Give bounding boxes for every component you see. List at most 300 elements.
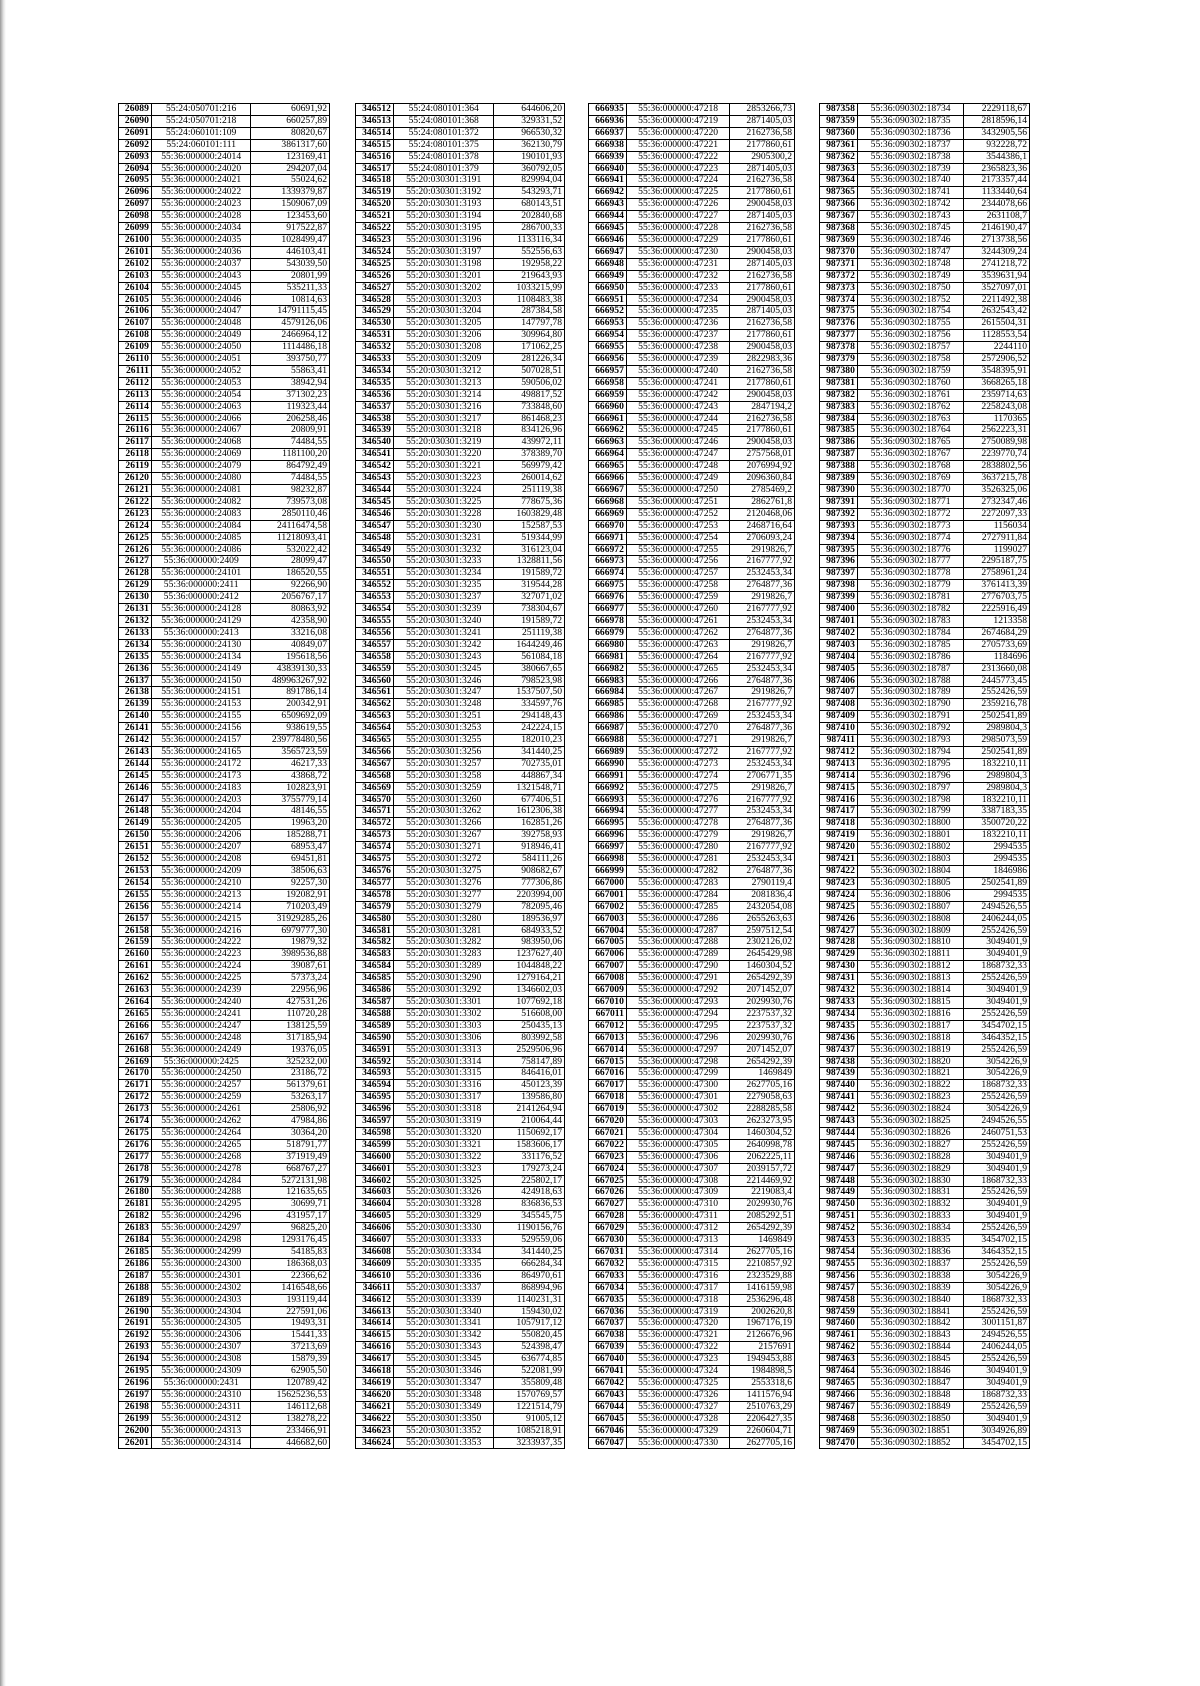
record-number: 987460	[820, 1318, 858, 1330]
cadastral-number: 55:20:030301:3231	[393, 532, 494, 544]
cadastral-number: 55:36:000000:24085	[151, 532, 251, 544]
cadastral-value: 38506,63	[251, 866, 330, 878]
record-number: 667030	[589, 1235, 627, 1247]
cadastral-value: 2919826,7	[730, 782, 795, 794]
table-row	[820, 973, 1030, 985]
record-number: 26175	[119, 1127, 152, 1139]
cadastral-number: 55:20:030301:3336	[393, 1270, 494, 1282]
cadastral-number: 55:36:000000:47299	[626, 1068, 729, 1080]
cadastral-value: 3049401,9	[964, 1377, 1030, 1389]
cadastral-number: 55:36:000000:24035	[151, 234, 251, 246]
cadastral-value: 758147,89	[494, 1056, 565, 1068]
record-number: 26200	[119, 1425, 152, 1437]
record-number: 667041	[589, 1366, 627, 1378]
table-row	[119, 151, 330, 163]
cadastral-value: 2323529,88	[730, 1270, 795, 1282]
table-row	[356, 1199, 565, 1211]
record-number: 987379	[820, 354, 858, 366]
cadastral-number: 55:36:000000:24249	[151, 1044, 251, 1056]
record-number: 666979	[589, 627, 627, 639]
cadastral-number: 55:36:000000:47326	[626, 1389, 729, 1401]
cadastral-value: 535211,33	[251, 282, 330, 294]
record-number: 987372	[820, 270, 858, 282]
table-row	[356, 342, 565, 354]
table-row	[119, 1425, 330, 1437]
cadastral-number: 55:36:090302:18804	[857, 866, 963, 878]
cadastral-number: 55:36:000000:47274	[626, 770, 729, 782]
record-number: 667015	[589, 1056, 627, 1068]
cadastral-value: 2167777,92	[730, 842, 795, 854]
record-number: 346585	[356, 973, 394, 985]
cadastral-value: 2790119,4	[730, 877, 795, 889]
cadastral-value: 225802,17	[494, 1175, 565, 1187]
table-row	[820, 1318, 1030, 1330]
table-row	[589, 1282, 795, 1294]
table-row	[356, 461, 565, 473]
cadastral-value: 2162736,58	[730, 223, 795, 235]
cadastral-value: 2081836,4	[730, 889, 795, 901]
table-row	[820, 1151, 1030, 1163]
cadastral-value: 15441,33	[251, 1330, 330, 1342]
record-number: 346530	[356, 318, 394, 330]
table-row	[589, 187, 795, 199]
table-row	[119, 746, 330, 758]
record-number: 346568	[356, 770, 394, 782]
record-number: 666937	[589, 127, 627, 139]
table-row	[820, 580, 1030, 592]
record-number: 346520	[356, 199, 394, 211]
cadastral-number: 55:36:000000:47264	[626, 651, 729, 663]
table-row	[820, 1044, 1030, 1056]
cadastral-value: 2445773,45	[964, 675, 1030, 687]
cadastral-number: 55:36:000000:24052	[151, 365, 251, 377]
record-number: 346546	[356, 508, 394, 520]
record-number: 987361	[820, 139, 858, 151]
record-number: 26169	[119, 1056, 152, 1068]
table-row	[589, 1008, 795, 1020]
table-row	[119, 604, 330, 616]
cadastral-value: 2532453,34	[730, 568, 795, 580]
table-row	[356, 615, 565, 627]
cadastral-number: 55:20:030301:3289	[393, 961, 494, 973]
record-number: 666990	[589, 758, 627, 770]
record-number: 26129	[119, 580, 152, 592]
cadastral-value: 3464352,15	[964, 1247, 1030, 1259]
record-number: 987374	[820, 294, 858, 306]
table-row	[589, 1354, 795, 1366]
record-number: 666962	[589, 425, 627, 437]
table-row	[589, 1175, 795, 1187]
record-number: 667011	[589, 1008, 627, 1020]
record-number: 26104	[119, 282, 152, 294]
table-row	[820, 615, 1030, 627]
cadastral-value: 191589,72	[494, 615, 565, 627]
record-number: 346554	[356, 604, 394, 616]
table-row	[119, 318, 330, 330]
table-row	[820, 1211, 1030, 1223]
table-row	[119, 270, 330, 282]
record-number: 26192	[119, 1330, 152, 1342]
table-row	[119, 1199, 330, 1211]
record-number: 666969	[589, 508, 627, 520]
table-row	[356, 1282, 565, 1294]
cadastral-number: 55:36:000000:47320	[626, 1318, 729, 1330]
cadastral-value: 68953,47	[251, 842, 330, 854]
table-row	[356, 1044, 565, 1056]
cadastral-value: 2994535	[964, 889, 1030, 901]
cadastral-number: 55:36:000000:47228	[626, 223, 729, 235]
table-row	[589, 1020, 795, 1032]
cadastral-value: 2871405,03	[730, 211, 795, 223]
record-number: 346608	[356, 1247, 394, 1259]
cadastral-value: 2162736,58	[730, 175, 795, 187]
record-number: 26197	[119, 1389, 152, 1401]
cadastral-number: 55:20:030301:3334	[393, 1247, 494, 1259]
record-number: 26103	[119, 270, 152, 282]
record-number: 667009	[589, 985, 627, 997]
cadastral-number: 55:36:000000:47284	[626, 889, 729, 901]
cadastral-number: 55:24:060101:111	[151, 139, 251, 151]
cadastral-number: 55:36:000000:24049	[151, 330, 251, 342]
cadastral-value: 450123,39	[494, 1080, 565, 1092]
cadastral-value: 3454702,15	[964, 1020, 1030, 1032]
table-row	[589, 1056, 795, 1068]
cadastral-number: 55:36:000000:47286	[626, 913, 729, 925]
record-number: 987464	[820, 1366, 858, 1378]
table-row	[356, 568, 565, 580]
record-number: 26140	[119, 711, 152, 723]
table-row	[119, 794, 330, 806]
cadastral-number: 55:36:000000:47275	[626, 782, 729, 794]
table-row	[119, 1413, 330, 1425]
cadastral-value: 2706093,24	[730, 532, 795, 544]
record-number: 987395	[820, 544, 858, 556]
cadastral-value: 836836,53	[494, 1199, 565, 1211]
cadastral-number: 55:36:000000:47304	[626, 1127, 729, 1139]
cadastral-number: 55:20:030301:3202	[393, 282, 494, 294]
record-number: 346613	[356, 1306, 394, 1318]
scan-edge-shadow	[0, 0, 6, 1686]
cadastral-number: 55:36:090302:18814	[857, 985, 963, 997]
record-number: 987440	[820, 1080, 858, 1092]
cadastral-number: 55:36:090302:18819	[857, 1044, 963, 1056]
cadastral-value: 3054226,9	[964, 1104, 1030, 1116]
cadastral-number: 55:36:090302:18803	[857, 854, 963, 866]
table-row	[356, 1151, 565, 1163]
table-row	[589, 1366, 795, 1378]
record-number: 346548	[356, 532, 394, 544]
cadastral-value: 371302,23	[251, 389, 330, 401]
cadastral-value: 2071452,07	[730, 1044, 795, 1056]
cadastral-value: 1570769,57	[494, 1389, 565, 1401]
table-row	[119, 187, 330, 199]
cadastral-number: 55:36:000000:47307	[626, 1163, 729, 1175]
cadastral-number: 55:20:030301:3225	[393, 496, 494, 508]
cadastral-number: 55:36:000000:47252	[626, 508, 729, 520]
table-row	[119, 473, 330, 485]
record-number: 346616	[356, 1342, 394, 1354]
record-number: 667040	[589, 1354, 627, 1366]
cadastral-number: 55:36:090302:18755	[857, 318, 963, 330]
cadastral-number: 55:36:000000:24265	[151, 1139, 251, 1151]
cadastral-value: 3668265,18	[964, 377, 1030, 389]
table-row	[356, 913, 565, 925]
cadastral-value: 1213358	[964, 615, 1030, 627]
cadastral-value: 431957,17	[251, 1211, 330, 1223]
table-row	[589, 1235, 795, 1247]
cadastral-value: 139586,80	[494, 1092, 565, 1104]
cadastral-number: 55:36:000000:24130	[151, 639, 251, 651]
cadastral-number: 55:36:000000:47246	[626, 437, 729, 449]
cadastral-value: 498817,52	[494, 389, 565, 401]
cadastral-value: 2818596,14	[964, 115, 1030, 127]
cadastral-number: 55:20:030301:3352	[393, 1425, 494, 1437]
record-number: 26111	[119, 365, 152, 377]
cadastral-number: 55:20:030301:3346	[393, 1366, 494, 1378]
record-number: 987405	[820, 663, 858, 675]
table-row	[589, 782, 795, 794]
table-row	[589, 1127, 795, 1139]
table-row	[820, 175, 1030, 187]
cadastral-number: 55:36:000000:24299	[151, 1247, 251, 1259]
table-row	[356, 675, 565, 687]
record-number: 26107	[119, 318, 152, 330]
table-row	[820, 199, 1030, 211]
cadastral-number: 55:24:080101:364	[393, 104, 494, 116]
table-row	[820, 401, 1030, 413]
cadastral-value: 251119,38	[494, 627, 565, 639]
table-row	[119, 675, 330, 687]
cadastral-number: 55:36:000000:24034	[151, 223, 251, 235]
cadastral-number: 55:36:090302:18790	[857, 699, 963, 711]
table-row	[589, 496, 795, 508]
table-row	[820, 544, 1030, 556]
record-number: 987461	[820, 1330, 858, 1342]
cadastral-value: 96825,20	[251, 1223, 330, 1235]
cadastral-number: 55:36:090302:18817	[857, 1020, 963, 1032]
table-row	[356, 1187, 565, 1199]
record-number: 987449	[820, 1187, 858, 1199]
cadastral-value: 2552426,59	[964, 925, 1030, 937]
table-row	[356, 1056, 565, 1068]
table-row	[356, 354, 565, 366]
cadastral-number: 55:36:000000:24303	[151, 1294, 251, 1306]
record-number: 26162	[119, 973, 152, 985]
cadastral-number: 55:36:090302:18771	[857, 496, 963, 508]
table-row	[356, 163, 565, 175]
table-row	[356, 806, 565, 818]
cadastral-number: 55:36:000000:47243	[626, 401, 729, 413]
table-row	[820, 723, 1030, 735]
table-row	[356, 937, 565, 949]
table-row	[356, 889, 565, 901]
table-row	[119, 1282, 330, 1294]
cadastral-value: 360792,05	[494, 163, 565, 175]
record-number: 26201	[119, 1437, 152, 1449]
record-number: 666944	[589, 211, 627, 223]
cadastral-number: 55:36:000000:24157	[151, 735, 251, 747]
table-row	[589, 1306, 795, 1318]
table-row	[119, 104, 330, 116]
cadastral-value: 522081,99	[494, 1366, 565, 1378]
record-number: 666945	[589, 223, 627, 235]
table-row	[820, 1401, 1030, 1413]
table-row	[356, 401, 565, 413]
cadastral-value: 393750,77	[251, 354, 330, 366]
record-number: 987368	[820, 223, 858, 235]
cadastral-value: 2654292,39	[730, 1056, 795, 1068]
table-row	[820, 1366, 1030, 1378]
record-number: 26114	[119, 401, 152, 413]
cadastral-value: 2645429,98	[730, 949, 795, 961]
table-row	[356, 1139, 565, 1151]
record-number: 26188	[119, 1282, 152, 1294]
cadastral-number: 55:36:000000:24165	[151, 746, 251, 758]
cadastral-number: 55:36:090302:18779	[857, 580, 963, 592]
cadastral-value: 2994535	[964, 854, 1030, 866]
cadastral-number: 55:36:090302:18754	[857, 306, 963, 318]
record-number: 987442	[820, 1104, 858, 1116]
record-number: 26147	[119, 794, 152, 806]
record-number: 346532	[356, 342, 394, 354]
cadastral-number: 55:20:030301:3315	[393, 1068, 494, 1080]
record-number: 987417	[820, 806, 858, 818]
record-number: 26163	[119, 985, 152, 997]
table-row	[820, 687, 1030, 699]
table-row	[119, 544, 330, 556]
cadastral-value: 2237537,32	[730, 1008, 795, 1020]
record-number: 26130	[119, 592, 152, 604]
record-number: 26109	[119, 342, 152, 354]
record-number: 26161	[119, 961, 152, 973]
cadastral-value: 186520,55	[251, 568, 330, 580]
cadastral-number: 55:36:000000:24297	[151, 1223, 251, 1235]
table-row	[356, 1104, 565, 1116]
cadastral-number: 55:20:030301:3258	[393, 770, 494, 782]
table-row	[356, 711, 565, 723]
table-row	[119, 925, 330, 937]
record-number: 667002	[589, 901, 627, 913]
record-number: 346564	[356, 723, 394, 735]
record-number: 346542	[356, 461, 394, 473]
table-row	[820, 1330, 1030, 1342]
cadastral-value: 1868732,33	[964, 1080, 1030, 1092]
record-number: 26157	[119, 913, 152, 925]
record-number: 666980	[589, 639, 627, 651]
record-number: 666957	[589, 365, 627, 377]
cadastral-value: 202840,68	[494, 211, 565, 223]
cadastral-number: 55:20:030301:3240	[393, 615, 494, 627]
cadastral-number: 55:36:000000:47236	[626, 318, 729, 330]
table-row	[356, 1163, 565, 1175]
cadastral-number: 55:20:030301:3206	[393, 330, 494, 342]
cadastral-number: 55:36:090302:18835	[857, 1235, 963, 1247]
cadastral-number: 55:36:000000:24310	[151, 1389, 251, 1401]
cadastral-value: 1190156,76	[494, 1223, 565, 1235]
cadastral-value: 2260604,71	[730, 1425, 795, 1437]
cadastral-value: 2552426,59	[964, 1044, 1030, 1056]
record-number: 666958	[589, 377, 627, 389]
cadastral-value: 2871405,03	[730, 115, 795, 127]
cadastral-value: 519344,99	[494, 532, 565, 544]
record-number: 346598	[356, 1127, 394, 1139]
cadastral-number: 55:36:000000:47297	[626, 1044, 729, 1056]
cadastral-value: 2229118,67	[964, 104, 1030, 116]
record-number: 987425	[820, 901, 858, 913]
record-number: 346537	[356, 401, 394, 413]
cadastral-number: 55:36:000000:47266	[626, 675, 729, 687]
record-number: 987386	[820, 437, 858, 449]
record-number: 667034	[589, 1282, 627, 1294]
table-row	[589, 711, 795, 723]
table-row	[119, 877, 330, 889]
table-row	[119, 175, 330, 187]
cadastral-value: 2654292,39	[730, 973, 795, 985]
cadastral-number: 55:36:000000:47290	[626, 961, 729, 973]
record-number: 346524	[356, 246, 394, 258]
table-row	[589, 306, 795, 318]
cadastral-value: 846416,01	[494, 1068, 565, 1080]
table-row	[356, 1306, 565, 1318]
cadastral-value: 3054226,9	[964, 1282, 1030, 1294]
record-number: 346549	[356, 544, 394, 556]
record-number: 346601	[356, 1163, 394, 1175]
table-block-4	[819, 103, 1030, 1449]
table-row	[820, 1294, 1030, 1306]
table-row	[119, 223, 330, 235]
cadastral-number: 55:36:000000:24037	[151, 258, 251, 270]
cadastral-number: 55:36:000000:47301	[626, 1092, 729, 1104]
cadastral-number: 55:36:090302:18834	[857, 1223, 963, 1235]
cadastral-value: 185288,71	[251, 830, 330, 842]
record-number: 26099	[119, 223, 152, 235]
cadastral-number: 55:36:090302:18770	[857, 485, 963, 497]
table-row	[356, 1294, 565, 1306]
record-number: 987381	[820, 377, 858, 389]
table-row	[119, 199, 330, 211]
cadastral-number: 55:36:090302:18820	[857, 1056, 963, 1068]
table-row	[356, 973, 565, 985]
record-number: 667005	[589, 937, 627, 949]
record-number: 987422	[820, 866, 858, 878]
record-number: 26187	[119, 1270, 152, 1282]
record-number: 26144	[119, 758, 152, 770]
table-row	[119, 901, 330, 913]
table-row	[356, 270, 565, 282]
cadastral-value: 28099,47	[251, 556, 330, 568]
cadastral-number: 55:36:000000:24150	[151, 675, 251, 687]
cadastral-number: 55:36:090302:18734	[857, 104, 963, 116]
cadastral-value: 3054226,9	[964, 1068, 1030, 1080]
cadastral-value: 552556,63	[494, 246, 565, 258]
cadastral-number: 55:36:000000:24036	[151, 246, 251, 258]
table-row	[589, 1104, 795, 1116]
cadastral-value: 590506,02	[494, 377, 565, 389]
record-number: 987396	[820, 556, 858, 568]
table-row	[119, 854, 330, 866]
table-row	[820, 306, 1030, 318]
table-row	[119, 1366, 330, 1378]
table-row	[820, 1270, 1030, 1282]
table-row	[356, 104, 565, 116]
table-row	[356, 1211, 565, 1223]
cadastral-value: 2655263,63	[730, 913, 795, 925]
cadastral-number: 55:36:000000:24081	[151, 485, 251, 497]
cadastral-value: 908682,67	[494, 866, 565, 878]
cadastral-number: 55:20:030301:3228	[393, 508, 494, 520]
cadastral-value: 2640998,78	[730, 1139, 795, 1151]
table-row	[119, 485, 330, 497]
